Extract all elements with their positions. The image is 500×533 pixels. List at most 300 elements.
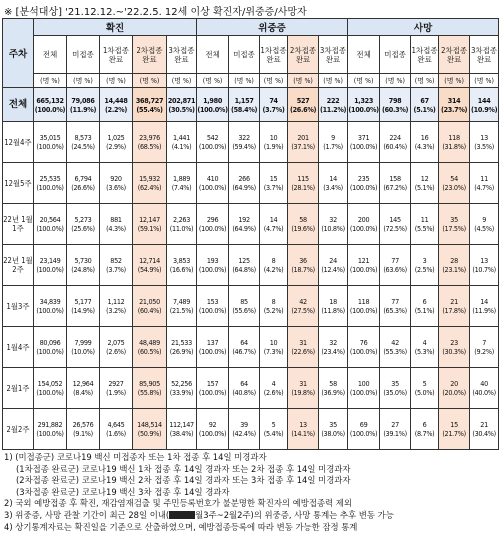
cell-percent: (2.9%): [106, 142, 126, 151]
column-header-confirmed-2: 1차접종 완료: [100, 36, 133, 74]
cell-count: 881: [110, 215, 122, 224]
footnote-2: 2) 국외 예방접종 후 확진, 재감염재검출 및 주민등록번호가 불분명한 확진자의 예방접종력 제외: [4, 498, 352, 509]
unit-label: (명 %): [470, 74, 499, 88]
table-cell: [260, 163, 288, 204]
table-cell: [288, 409, 319, 450]
cell-count: 31: [299, 338, 307, 347]
cell-percent: (100.0%): [198, 224, 227, 233]
column-header-severe-1: 미접종: [229, 36, 260, 74]
cell-percent: (3.7%): [262, 104, 285, 114]
table-cell: [100, 368, 133, 409]
table-cell: [411, 368, 439, 409]
unit-label: (명 %): [67, 74, 100, 88]
column-header-confirmed-4: 3차접종 완료: [167, 36, 197, 74]
cell-count: 368,727: [135, 95, 164, 105]
table-cell: [411, 122, 439, 163]
cell-percent: (12.4%): [321, 265, 345, 274]
cell-count: 2,263: [173, 215, 191, 224]
table-cell: [100, 122, 133, 163]
cell-percent: (100.0%): [349, 265, 378, 274]
table-cell: [348, 409, 380, 450]
cell-percent: (2.6%): [263, 388, 284, 397]
cell-percent: (54.9%): [137, 265, 162, 274]
cell-count: 77: [391, 297, 399, 306]
table-row: [3, 88, 499, 122]
cell-percent: (100.0%): [349, 388, 378, 397]
table-cell: [197, 122, 229, 163]
cell-percent: (100.0%): [198, 429, 227, 438]
row-week-label: 전체: [3, 88, 34, 122]
unit-label: (명 %): [197, 74, 229, 88]
cell-count: 542: [206, 133, 219, 142]
cell-count: 42: [299, 297, 307, 306]
footnote-1: 1) (미접종군) 코로나19 백신 미접종자 또는 1차 접종 후 14일 미경과자: [4, 452, 267, 462]
cell-count: 36: [299, 256, 307, 265]
cell-count: 85: [240, 297, 248, 306]
column-header-confirmed-3: 2차접종 완료: [133, 36, 167, 74]
cell-count: 23,149: [39, 256, 61, 265]
cell-count: 64: [240, 379, 248, 388]
cell-count: 21: [450, 297, 458, 306]
cell-percent: (11.0%): [169, 224, 194, 233]
cell-percent: (23.7%): [440, 104, 468, 114]
cell-percent: (10.0%): [71, 347, 95, 356]
cell-percent: (2.5%): [414, 265, 435, 274]
cell-count: 31: [299, 379, 307, 388]
cell-percent: (5.1%): [414, 306, 435, 315]
cell-percent: (100.0%): [36, 183, 64, 192]
cell-count: 5: [271, 420, 276, 429]
table-cell: [260, 327, 288, 368]
cell-count: 798: [388, 95, 402, 105]
group-header-deaths: 사망: [348, 19, 499, 36]
cell-count: 4: [271, 379, 276, 388]
cell-percent: (50.9%): [137, 429, 162, 438]
cell-count: 200: [357, 215, 370, 224]
column-header-deaths-4: 3차접종 완료: [470, 36, 499, 74]
table-cell: [34, 286, 67, 327]
cell-percent: (100.0%): [349, 224, 378, 233]
unit-label: (명 %): [348, 74, 380, 88]
unit-label: (명 %): [260, 74, 288, 88]
column-header-severe-0: 전체: [197, 36, 229, 74]
redaction-mark: [169, 511, 195, 519]
table-cell: [348, 204, 380, 245]
footnotes: [4, 452, 496, 533]
table-cell: [288, 204, 319, 245]
table-row: [3, 163, 499, 204]
cell-count: 25,535: [39, 174, 61, 183]
cell-percent: (14.9%): [71, 306, 95, 315]
table-cell: [470, 409, 499, 450]
cell-count: 20,564: [39, 215, 61, 224]
cell-count: 5,177: [74, 297, 92, 306]
unit-label: (명 %): [439, 74, 470, 88]
table-cell: [411, 163, 439, 204]
table-cell: [34, 409, 67, 450]
cell-percent: (100.0%): [349, 142, 378, 151]
table-cell: [319, 409, 348, 450]
table-cell: [348, 368, 380, 409]
cell-percent: (30.5%): [168, 104, 195, 114]
table-cell: [100, 245, 133, 286]
table-cell: [319, 245, 348, 286]
cell-percent: (100.0%): [36, 306, 64, 315]
table-cell: [100, 286, 133, 327]
table-cell: [319, 163, 348, 204]
table-cell: [167, 88, 197, 122]
table-row: [3, 286, 499, 327]
cell-percent: (26.6%): [289, 104, 317, 114]
cell-percent: (38.0%): [321, 429, 345, 438]
table-cell: [34, 122, 67, 163]
table-cell: [411, 245, 439, 286]
table-cell: [197, 368, 229, 409]
cell-percent: (4.2%): [263, 265, 284, 274]
cell-count: 8: [271, 297, 276, 306]
cell-percent: (100.0%): [36, 429, 64, 438]
table-cell: [197, 245, 229, 286]
footnote-1-third-dose: (3차접종 완료군) 코로나19 백신 3차 접종 후 14일 경과자: [16, 486, 230, 497]
footnote-3: [4, 510, 496, 522]
table-cell: [133, 286, 167, 327]
table-cell: [348, 163, 380, 204]
cell-percent: (59.1%): [137, 224, 162, 233]
cell-count: 1,157: [234, 95, 254, 105]
column-header-deaths-0: 전체: [348, 36, 380, 74]
cell-percent: (100.0%): [34, 104, 66, 114]
cell-count: 235: [357, 174, 370, 183]
cell-percent: (1.9%): [106, 388, 126, 397]
table-cell: [439, 122, 470, 163]
cell-percent: (55.8%): [137, 388, 162, 397]
table-cell: [380, 409, 411, 450]
cell-percent: (100.0%): [349, 183, 378, 192]
table-cell: [411, 327, 439, 368]
cell-count: 39: [240, 420, 248, 429]
cell-count: 115: [297, 174, 309, 183]
cell-percent: (30.3%): [442, 347, 466, 356]
table-body: [3, 88, 499, 450]
cell-count: 852: [110, 256, 122, 265]
table-cell: [439, 409, 470, 450]
cell-percent: (10.7%): [472, 265, 496, 274]
row-week-label: 2월1주: [3, 368, 34, 409]
cell-percent: (7.3%): [263, 347, 284, 356]
cell-percent: (64.9%): [232, 183, 256, 192]
table-cell: [229, 327, 260, 368]
cell-count: 48,489: [139, 338, 160, 347]
cell-count: 1,980: [203, 95, 223, 105]
cell-percent: (5.4%): [263, 429, 284, 438]
table-cell: [439, 163, 470, 204]
table-cell: [380, 286, 411, 327]
table-cell: [34, 163, 67, 204]
cell-count: 85,905: [139, 379, 160, 388]
cell-percent: (9.2%): [474, 347, 494, 356]
cell-percent: (23.4%): [321, 347, 345, 356]
cell-count: 12,964: [72, 379, 94, 388]
cell-count: 13: [480, 133, 488, 142]
cell-count: 145: [389, 215, 401, 224]
cell-percent: (100.0%): [36, 347, 64, 356]
cell-percent: (60.4%): [383, 142, 407, 151]
cell-count: 12: [420, 174, 429, 183]
row-week-label: 1월3주: [3, 286, 34, 327]
unit-label: (명 %): [34, 74, 67, 88]
cell-percent: (55.6%): [232, 306, 256, 315]
table-row: [3, 327, 499, 368]
cell-percent: (11.2%): [319, 104, 347, 114]
cell-count: 371: [357, 133, 370, 142]
cell-percent: (33.9%): [169, 388, 194, 397]
cell-percent: (20.0%): [442, 388, 466, 397]
cell-count: 222: [326, 95, 340, 105]
cell-percent: (27.5%): [291, 306, 315, 315]
cell-count: 665,132: [36, 95, 64, 105]
table-cell: [380, 204, 411, 245]
cell-count: 920: [110, 174, 122, 183]
cell-count: 7: [482, 338, 487, 347]
cell-percent: (60.5%): [137, 347, 162, 356]
cell-percent: (4.7%): [263, 224, 284, 233]
cell-count: 20: [450, 379, 458, 388]
cell-count: 11: [420, 215, 429, 224]
table-cell: [133, 245, 167, 286]
cell-count: 14: [480, 297, 488, 306]
cell-count: 202,871: [167, 95, 196, 105]
table-cell: [380, 163, 411, 204]
cell-percent: (25.6%): [71, 224, 95, 233]
cell-percent: (5.2%): [263, 306, 284, 315]
table-cell: [167, 163, 197, 204]
cell-count: 148,514: [137, 420, 162, 429]
cell-count: 4: [422, 338, 427, 347]
table-cell: [260, 204, 288, 245]
cell-count: 2927: [108, 379, 124, 388]
cell-count: 16: [420, 133, 429, 142]
unit-label: (명 %): [411, 74, 439, 88]
cell-count: 24: [329, 256, 337, 265]
cell-percent: (24.8%): [71, 265, 95, 274]
cell-percent: (19.8%): [291, 388, 315, 397]
table-row: [3, 245, 499, 286]
cell-percent: (62.4%): [137, 183, 162, 192]
table-cell: [133, 368, 167, 409]
cell-percent: (40.8%): [232, 388, 256, 397]
table-cell: [439, 368, 470, 409]
table-cell: [167, 122, 197, 163]
cell-percent: (36.9%): [321, 388, 345, 397]
table-cell: [167, 245, 197, 286]
cell-count: 224: [389, 133, 401, 142]
cell-percent: (3.5%): [474, 142, 494, 151]
cell-count: 12,147: [139, 215, 160, 224]
cell-percent: (100.0%): [349, 429, 378, 438]
table-row: [3, 368, 499, 409]
cell-percent: (42.4%): [232, 429, 256, 438]
cell-percent: (68.5%): [137, 142, 162, 151]
cell-count: 15: [269, 174, 278, 183]
table-cell: [260, 245, 288, 286]
cell-percent: (100.0%): [36, 142, 64, 151]
cell-count: 8,573: [74, 133, 92, 142]
cell-count: 1,025: [107, 133, 125, 142]
cell-count: 1,323: [354, 95, 374, 105]
column-header-severe-4: 3차접종 완료: [319, 36, 348, 74]
cell-count: 7,999: [74, 338, 92, 347]
table-cell: [34, 327, 67, 368]
cell-percent: (2.6%): [106, 347, 126, 356]
table-cell: [167, 204, 197, 245]
cell-percent: (22.6%): [291, 347, 315, 356]
cell-percent: (60.4%): [137, 306, 162, 315]
unit-label: (명 %): [319, 74, 348, 88]
table-cell: [133, 327, 167, 368]
cell-percent: (58.4%): [230, 104, 258, 114]
cell-count: 74: [269, 95, 278, 105]
cell-count: 118: [448, 133, 460, 142]
table-cell: [167, 409, 197, 450]
cell-count: 77: [391, 256, 399, 265]
table-cell: [229, 163, 260, 204]
table-cell: [348, 286, 380, 327]
cell-count: 8: [271, 256, 276, 265]
cell-percent: (100.0%): [36, 388, 64, 397]
table-cell: [67, 327, 100, 368]
cell-count: 79,086: [71, 95, 95, 105]
column-header-confirmed-1: 미접종: [67, 36, 100, 74]
cell-percent: (3.7%): [106, 265, 126, 274]
cell-count: 137: [206, 338, 219, 347]
cell-count: 18: [329, 297, 337, 306]
table-cell: [67, 88, 100, 122]
cell-percent: (100.0%): [349, 306, 378, 315]
cell-percent: (3.2%): [106, 306, 126, 315]
cell-percent: (100.0%): [198, 388, 227, 397]
cell-count: 54: [450, 174, 458, 183]
cell-count: 80,096: [39, 338, 61, 347]
cell-percent: (100.0%): [197, 104, 228, 114]
cell-count: 14: [329, 174, 337, 183]
cell-percent: (46.7%): [232, 347, 256, 356]
table-cell: [470, 163, 499, 204]
cell-count: 15: [450, 420, 458, 429]
cell-count: 1,112: [107, 297, 125, 306]
unit-label: (명 %): [288, 74, 319, 88]
table-cell: [100, 409, 133, 450]
table-cell: [167, 368, 197, 409]
table-cell: [67, 122, 100, 163]
cell-percent: (5.0%): [414, 388, 435, 397]
cell-count: 76: [359, 338, 368, 347]
table-cell: [288, 327, 319, 368]
table-cell: [319, 88, 348, 122]
table-cell: [348, 122, 380, 163]
table-cell: [167, 327, 197, 368]
cell-percent: (100.0%): [198, 183, 227, 192]
table-cell: [470, 245, 499, 286]
cell-count: 28: [450, 256, 458, 265]
table-cell: [229, 286, 260, 327]
cell-count: 11: [480, 174, 488, 183]
cell-percent: (4.1%): [171, 142, 192, 151]
row-week-label: 2월2주: [3, 409, 34, 450]
cell-count: 291,882: [37, 420, 63, 429]
cell-count: 13: [299, 420, 307, 429]
group-header-severe: 위중증: [197, 19, 348, 36]
cell-count: 69: [359, 420, 368, 429]
analysis-scope-note: ※ [분석대상] '21.12.12.~'22.2.5. 12세 이상 확진자/위중증/사망자: [4, 7, 307, 18]
unit-label: (명 %): [133, 74, 167, 88]
column-header-deaths-3: 2차접종 완료: [439, 36, 470, 74]
cell-count: 35,015: [39, 133, 61, 142]
footnote-3-part-a: 3) 위중증, 사망 관찰 기간이 최근 28일 이내(: [4, 509, 170, 520]
table-cell: [67, 286, 100, 327]
table-cell: [197, 327, 229, 368]
cell-percent: (1.9%): [263, 142, 284, 151]
cell-percent: (5.5%): [414, 224, 435, 233]
table-cell: [197, 163, 229, 204]
cell-percent: (5.1%): [413, 104, 436, 114]
table-row: [3, 122, 499, 163]
table-row: [3, 409, 499, 450]
cell-percent: (100.0%): [348, 104, 379, 114]
cell-count: 21: [480, 420, 488, 429]
table-cell: [197, 286, 229, 327]
cell-percent: (37.1%): [291, 142, 315, 151]
row-week-label: 1월4주: [3, 327, 34, 368]
table-cell: [229, 88, 260, 122]
cell-percent: (3.6%): [106, 183, 126, 192]
table-cell: [260, 122, 288, 163]
cell-percent: (26.6%): [71, 183, 95, 192]
cell-percent: (35.0%): [383, 388, 407, 397]
table-cell: [260, 409, 288, 450]
cell-count: 410: [206, 174, 219, 183]
cell-count: 3: [422, 256, 427, 265]
table-cell: [411, 409, 439, 450]
cell-percent: (21.5%): [169, 306, 194, 315]
cell-percent: (100.0%): [349, 347, 378, 356]
table-cell: [34, 368, 67, 409]
table-cell: [439, 245, 470, 286]
footnote-1-second-dose: (2차접종 완료군) 코로나19 백신 2차 접종 후 14일 경과자 또는 3차 접종 후 14일 미경과자: [16, 475, 351, 486]
cell-percent: (4.3%): [414, 142, 435, 151]
cell-percent: (17.8%): [442, 306, 466, 315]
unit-label: (명 %): [167, 74, 197, 88]
table-cell: [470, 88, 499, 122]
cell-percent: (55.4%): [136, 104, 163, 114]
cell-count: 153: [206, 297, 219, 306]
table-cell: [470, 286, 499, 327]
cell-count: 52,256: [171, 379, 192, 388]
cell-percent: (18.7%): [291, 265, 315, 274]
table-cell: [470, 368, 499, 409]
cell-percent: (60.3%): [381, 104, 409, 114]
cell-percent: (65.3%): [383, 306, 407, 315]
table-cell: [288, 286, 319, 327]
table-cell: [67, 163, 100, 204]
cell-count: 266: [238, 174, 250, 183]
table-cell: [439, 327, 470, 368]
column-header-severe-3: 2차접종 완료: [288, 36, 319, 74]
cell-count: 12,714: [139, 256, 160, 265]
cell-count: 58: [299, 215, 307, 224]
cell-percent: (67.2%): [383, 183, 407, 192]
cell-percent: (5.1%): [414, 183, 435, 192]
table-cell: [470, 204, 499, 245]
